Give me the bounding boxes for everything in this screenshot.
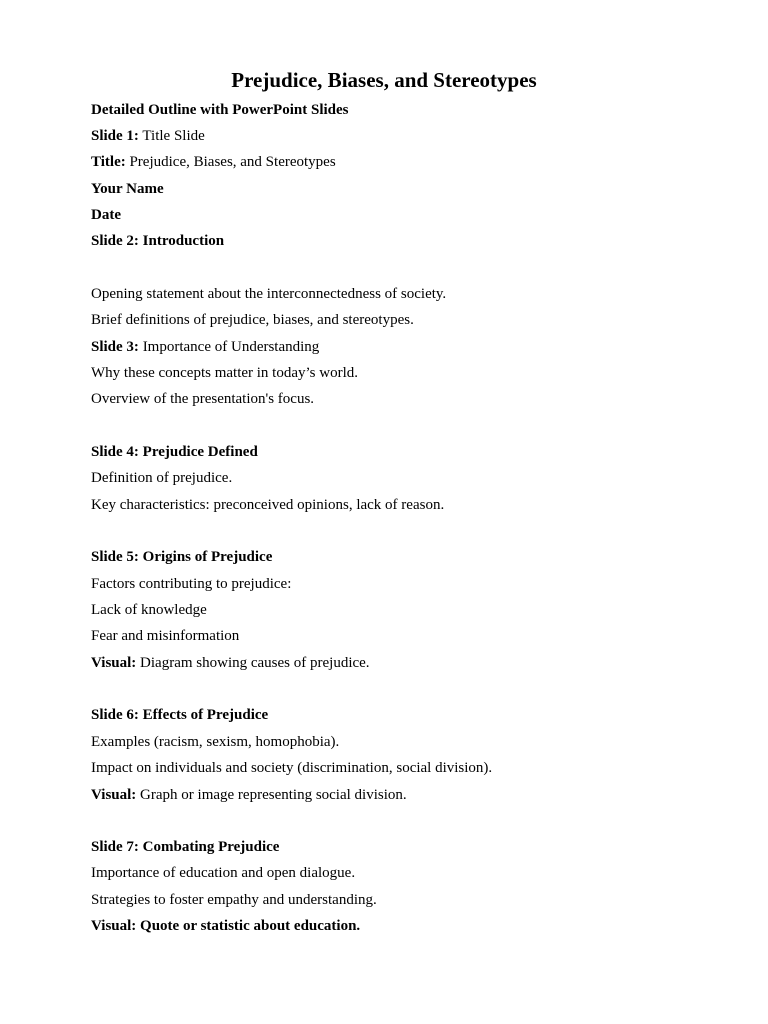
slide-7-visual: Visual: Quote or statistic about education. (91, 918, 361, 934)
slide-3-heading-text: Importance of Understanding (138, 339, 320, 355)
slide-5-item: Factors contributing to prejudice: (91, 576, 292, 592)
document-subtitle: Detailed Outline with PowerPoint Slides (91, 102, 349, 118)
slide-5-visual-text: Diagram showing causes of prejudice. (136, 655, 370, 671)
slide-6-item: Impact on individuals and society (discrimination, social division). (91, 760, 493, 776)
slide-1-name: Your Name (91, 181, 164, 197)
document-title: Prejudice, Biases, and Stereotypes (231, 68, 537, 92)
slide-5-heading: Slide 5: Origins of Prejudice (91, 549, 273, 565)
slide-5-item: Fear and misinformation (91, 628, 240, 644)
slide-5-item: Lack of knowledge (91, 602, 207, 618)
slide-1-title-label: Title: (91, 154, 126, 170)
slide-1-label: Slide 1: (91, 128, 139, 144)
slide-1-title-line (91, 152, 711, 172)
slide-2-item: Brief definitions of prejudice, biases, and stereotypes. (91, 312, 414, 328)
slide-5-visual (91, 653, 711, 673)
slide-5-visual-label: Visual: (91, 655, 137, 671)
slide-3-item: Why these concepts matter in today’s world. (91, 365, 359, 381)
slide-7-item: Importance of education and open dialogue. (91, 865, 356, 881)
slide-7-item: Strategies to foster empathy and understanding. (91, 892, 377, 908)
slide-3-heading (91, 337, 711, 357)
slide-1-title-text: Prejudice, Biases, and Stereotypes (125, 154, 336, 170)
slide-4-heading: Slide 4: Prejudice Defined (91, 444, 258, 460)
slide-6-visual-text: Graph or image representing social division. (136, 787, 407, 803)
slide-6-item: Examples (racism, sexism, homophobia). (91, 734, 340, 750)
slide-7-heading: Slide 7: Combating Prejudice (91, 839, 280, 855)
slide-2-heading: Slide 2: Introduction (91, 233, 225, 249)
slide-3-item: Overview of the presentation's focus. (91, 391, 315, 407)
slide-4-item: Key characteristics: preconceived opinions, lack of reason. (91, 497, 445, 513)
slide-4-item: Definition of prejudice. (91, 470, 233, 486)
slide-1-date: Date (91, 207, 121, 223)
slide-6-visual (91, 785, 711, 805)
slide-2-item: Opening statement about the interconnectedness of society. (91, 286, 447, 302)
slide-3-label: Slide 3: (91, 339, 139, 355)
slide-1-heading (91, 126, 711, 146)
slide-6-heading: Slide 6: Effects of Prejudice (91, 707, 269, 723)
slide-6-visual-label: Visual: (91, 787, 137, 803)
slide-1-heading-text: Title Slide (138, 128, 205, 144)
